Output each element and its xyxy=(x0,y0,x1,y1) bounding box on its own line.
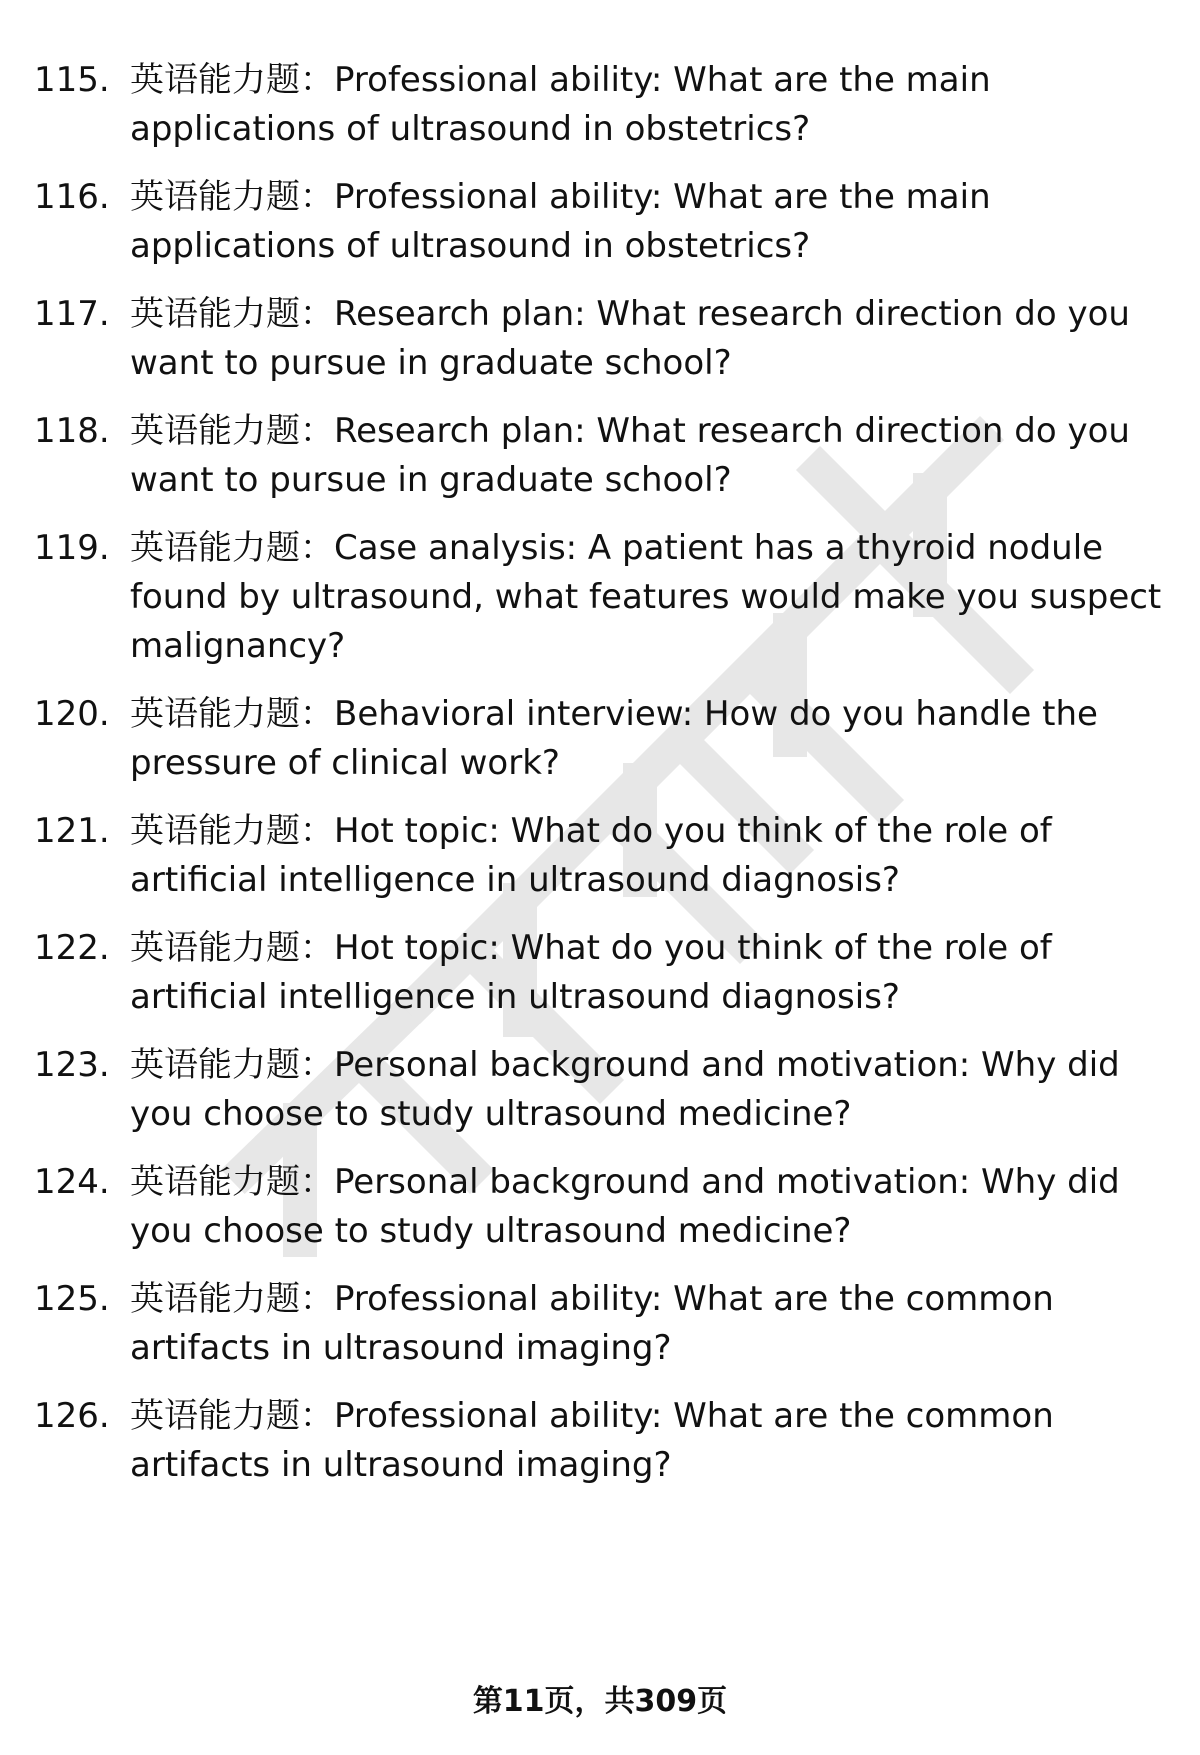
question-item xyxy=(34,807,1164,905)
question-list xyxy=(34,56,1164,1509)
question-number: 126. xyxy=(34,1396,110,1436)
question-item xyxy=(34,1158,1164,1256)
question-item xyxy=(34,524,1164,671)
question-item xyxy=(34,1041,1164,1139)
page-indicator: 第11页，共309页 xyxy=(472,1684,728,1719)
question-item xyxy=(34,1275,1164,1373)
question-text: 英语能力题：Research plan: What research direction do you want to pursue in graduate school? xyxy=(130,294,1130,383)
question-number: 117. xyxy=(34,294,110,334)
question-number: 121. xyxy=(34,811,110,851)
question-number: 123. xyxy=(34,1045,110,1085)
question-number: 125. xyxy=(34,1279,110,1319)
question-item xyxy=(34,1392,1164,1490)
question-number: 120. xyxy=(34,694,110,734)
question-item xyxy=(34,173,1164,271)
question-number: 118. xyxy=(34,411,110,451)
question-number: 122. xyxy=(34,928,110,968)
question-number: 119. xyxy=(34,528,110,568)
question-number: 124. xyxy=(34,1162,110,1202)
question-text: 英语能力题：Research plan: What research direction do you want to pursue in graduate school? xyxy=(130,411,1130,500)
question-item xyxy=(34,56,1164,154)
question-text: 英语能力题：Personal background and motivation: Why did you choose to study ultrasound medicine? xyxy=(130,1045,1120,1134)
question-text: 英语能力题：Professional ability: What are the main applications of ultrasound in obstetrics? xyxy=(130,60,991,149)
question-item xyxy=(34,290,1164,388)
question-item xyxy=(34,690,1164,788)
question-text: 英语能力题：Hot topic: What do you think of the role of artificial intelligence in ultrasound diagnosis? xyxy=(130,928,1052,1017)
question-text: 英语能力题：Behavioral interview: How do you handle the pressure of clinical work? xyxy=(130,694,1098,783)
question-item xyxy=(34,924,1164,1022)
question-item xyxy=(34,407,1164,505)
question-text: 英语能力题：Professional ability: What are the common artifacts in ultrasound imaging? xyxy=(130,1396,1054,1485)
question-text: 英语能力题：Professional ability: What are the common artifacts in ultrasound imaging? xyxy=(130,1279,1054,1368)
question-number: 116. xyxy=(34,177,110,217)
question-number: 115. xyxy=(34,60,110,100)
question-text: 英语能力题：Professional ability: What are the main applications of ultrasound in obstetrics? xyxy=(130,177,991,266)
question-text: 英语能力题：Hot topic: What do you think of the role of artificial intelligence in ultrasound diagnosis? xyxy=(130,811,1052,900)
question-text: 英语能力题：Case analysis: A patient has a thyroid nodule found by ultrasound, what features would make you suspect malignancy? xyxy=(130,528,1162,666)
question-text: 英语能力题：Personal background and motivation: Why did you choose to study ultrasound medicine? xyxy=(130,1162,1120,1251)
